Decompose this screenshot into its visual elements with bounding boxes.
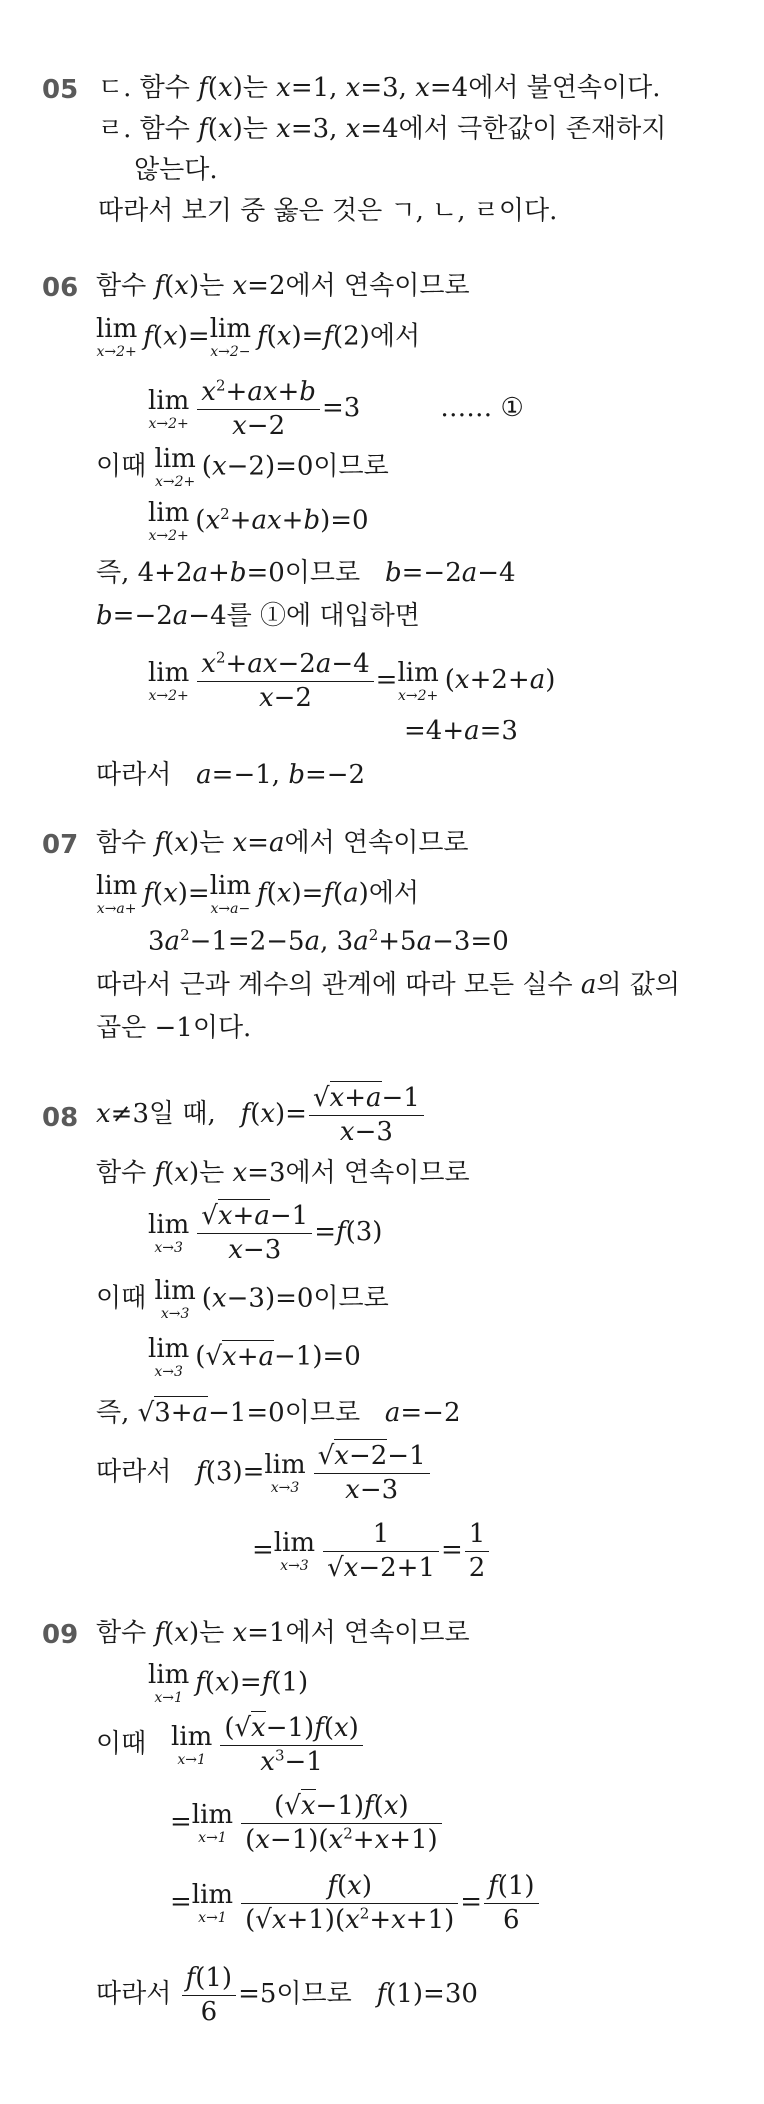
problem-number: 06 bbox=[42, 273, 79, 303]
equation-line: lim x→2+ $\frac{x^2+ax-2a-4}{x-2}$ = lim x→2+ (x+2+a) bbox=[148, 648, 556, 713]
text-line: 함수 f(x)는 x=1에서 연속이므로 bbox=[96, 1618, 470, 1648]
equation-line: 따라서 $\frac{f(1)}{6}$ =5이므로 f(1)=30 bbox=[96, 1963, 478, 2027]
equation-line: lim x→3 $\frac{√x+a-1}{x-3}$ =f(3) bbox=[148, 1201, 383, 1265]
equation-line: 즉, √3+a−1=0이므로 a=−2 bbox=[96, 1398, 461, 1428]
equation-line: $3a^2-1=2-5a$, $3a^2+5a-3=0$ bbox=[148, 926, 509, 957]
text-line: 따라서 a=−1, b=−2 bbox=[96, 760, 366, 790]
text-line: b=−2a−4를 ①에 대입하면 bbox=[96, 601, 420, 631]
text-line: ㄷ. 함수 f(x)는 x=1, x=3, x=4에서 불연속이다. bbox=[98, 73, 661, 103]
equation-line: = lim x→3 $\frac{1}{√x-2+1}$ = $\frac{1}{2}$ bbox=[252, 1518, 491, 1584]
problem-number: 07 bbox=[42, 830, 79, 860]
equation-line: 이때 lim x→1 $\frac{(√x-1)f(x)}{x^3-1}$ bbox=[96, 1712, 365, 1778]
text-line: 함수 f(x)는 x=a에서 연속이므로 bbox=[96, 828, 469, 858]
text-line: 함수 f(x)는 x=2에서 연속이므로 bbox=[96, 271, 470, 301]
equation-line: 이때 lim x→2+ (x−2)=0이므로 bbox=[96, 444, 389, 490]
problem-number: 08 bbox=[42, 1103, 79, 1133]
equation-line: x≠3일 때, f(x)= $\frac{√x+a-1}{x-3}$ bbox=[96, 1082, 426, 1148]
equation-line: lim x→2+ f(x)= lim x→2− f(x)=f(2)에서 bbox=[96, 314, 421, 360]
text-line: 않는다. bbox=[134, 155, 218, 185]
text-line: ㄹ. 함수 f(x)는 x=3, x=4에서 극한값이 존재하지 bbox=[98, 114, 667, 144]
equation-line: = lim x→1 $\frac{f(x)}{(√x+1)(x^2+x+1)}$ = $\frac{f(1)}{6}$ bbox=[170, 1870, 541, 1936]
equation-line: lim x→3 (√x+a−1)=0 bbox=[148, 1334, 361, 1380]
equation-line: lim x→2+ $(x^2+ax+b)=0$ bbox=[148, 498, 369, 544]
equation-line: 따라서 f(3)= lim x→3 $\frac{√x-2-1}{x-3}$ bbox=[96, 1440, 432, 1506]
equation-line: lim x→2+ $\frac{x^2+ax+b}{x-2}$ =3 …… ① bbox=[148, 376, 524, 441]
equation-line: = lim x→1 $\frac{(√x-1)f(x)}{(x-1)(x^2+x+1)}$ bbox=[170, 1790, 444, 1856]
equation-line: =4+a=3 bbox=[404, 716, 518, 746]
text-line: 따라서 근과 계수의 관계에 따라 모든 실수 a의 값의 bbox=[96, 970, 680, 1000]
text-line: 즉, 4+2a+b=0이므로 b=−2a−4 bbox=[96, 558, 516, 588]
problem-number: 05 bbox=[42, 75, 79, 105]
text-line: 함수 f(x)는 x=3에서 연속이므로 bbox=[96, 1158, 470, 1188]
equation-line: 이때 lim x→3 (x−3)=0이므로 bbox=[96, 1276, 389, 1322]
text-line: 곱은 −1이다. bbox=[96, 1013, 252, 1043]
text-line: 따라서 보기 중 옳은 것은 ㄱ, ㄴ, ㄹ이다. bbox=[98, 196, 558, 226]
equation-line: lim x→1 f(x)=f(1) bbox=[148, 1660, 309, 1706]
problem-number: 09 bbox=[42, 1620, 79, 1650]
equation-line: lim x→a+ f(x)= lim x→a− f(x)=f(a)에서 bbox=[96, 871, 420, 917]
